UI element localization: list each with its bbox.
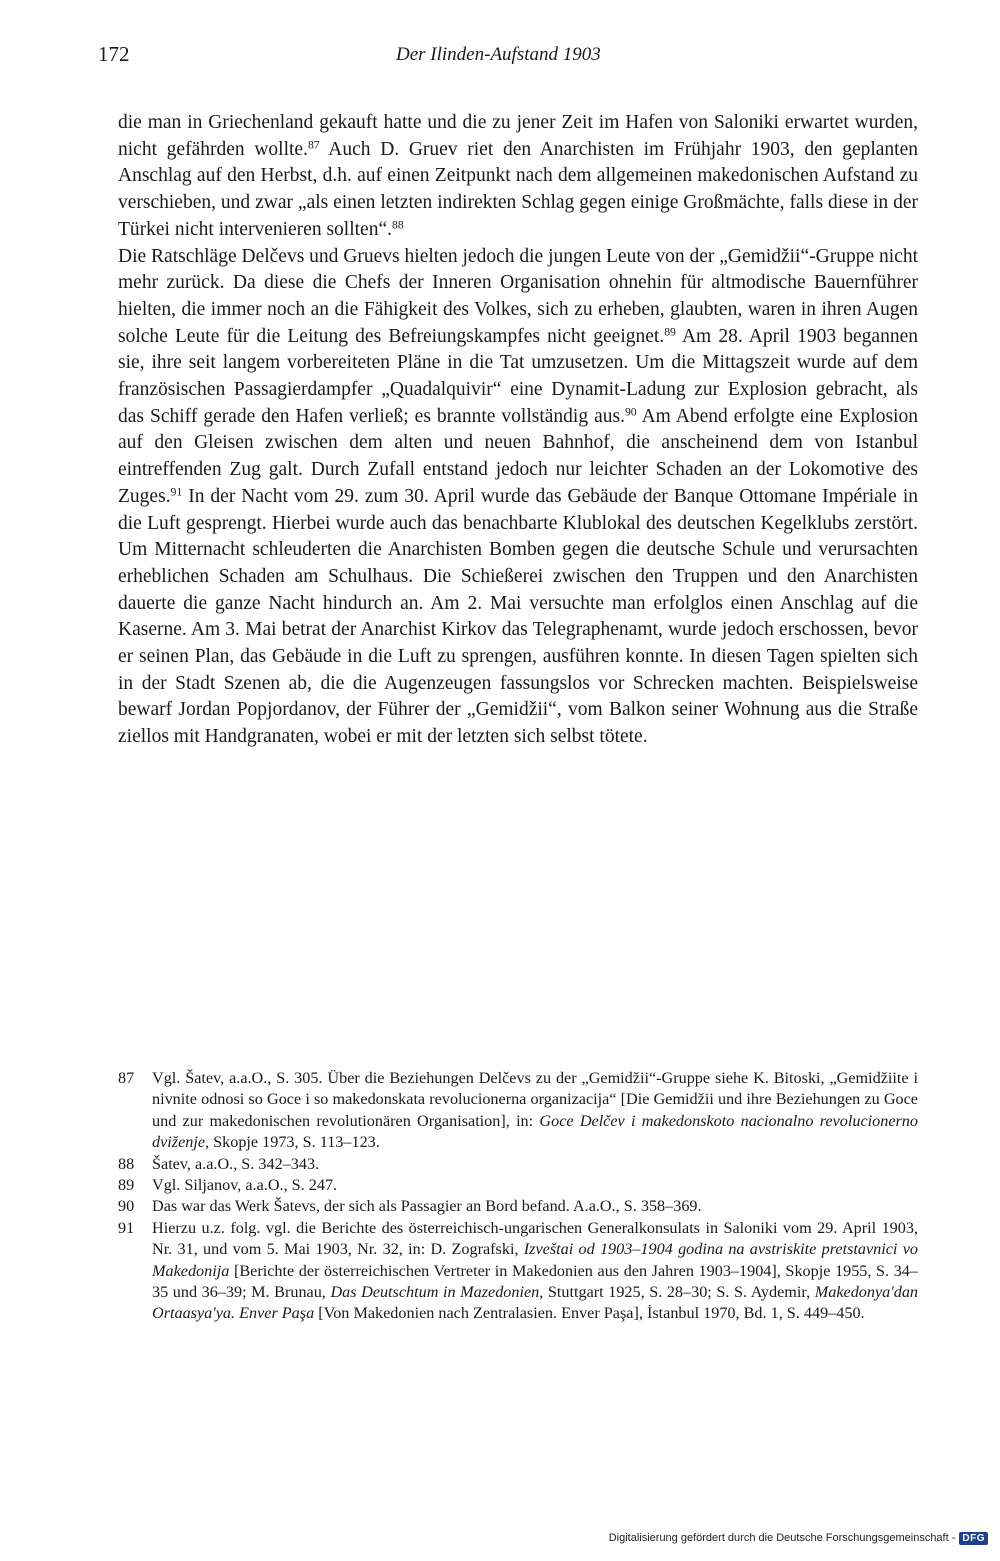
italic-title: Goce Delčev i makedonskoto nacionalno revolucionerno dviženje [152, 1111, 918, 1152]
footnote-text [152, 1069, 918, 1151]
footnote-number: 90 [118, 1197, 135, 1216]
text-run: Vgl. Šatev, a.a.O., S. 305. Über die Beziehungen Delčevs zu der „Gemidžii“-Gruppe siehe K. Bitoski, „Gemidžiite i nivnite odnosi so Goce i so makedonskata revolucionerna organizacija“ [Die Gemidžii und ihre Beziehungen zu Goce und zur makedonischen revolutionären Organisation], in: [152, 1069, 918, 1130]
footnote-text [152, 1176, 337, 1194]
page-number: 172 [98, 42, 130, 66]
text-run: In der Nacht vom 29. zum 30. April wurde das Gebäude der Banque Ottomane Impériale in die Luft gesprengt. Hierbei wurde auch das benachbarte Klublokal des deutschen Kegelklubs zerstört. Um Mitternacht schleuderten die Anarchisten Bomben gegen die deutsche Schule und verursachten erheblichen Schaden am Schulhaus. Die Schießerei zwischen den Truppen und den Anarchisten dauerte die ganze Nacht hindurch an. Am 2. Mai versuchte man erfolglos einen Anschlag auf die Kaserne. Am 3. Mai betrat der Anarchist Kirkov das Telegraphenamt, wurde jedoch erschossen, bevor er seinen Plan, das Gebäude in die Luft zu sprengen, ausführen konnte. In diesen Tagen spielten sich in der Stadt Szenen ab, die die Augenzeugen fassungslos vor Schrecken machten. Beispielsweise bewarf Jordan Popjordanov, der Führer der „Gemidžii“, vom Balkon seiner Wohnung aus die Straße ziellos mit Handgranaten, wobei er mit der letzten sich selbst tötete. [118, 485, 918, 748]
page-header [98, 42, 920, 72]
text-run: [Von Makedonien nach Zentralasien. Enver Paşa], İstanbul 1970, Bd. 1, S. 449–450. [314, 1304, 865, 1323]
text-run: Hierzu u.z. folg. vgl. die Berichte des österreichisch-ungarischen Generalkonsulats in Saloniki vom 29. April 1903, Nr. 31, und vom 5. Mai 1903, Nr. 32, in: D. Zografski, [152, 1218, 918, 1259]
text-run: Vgl. Siljanov, a.a.O., S. 247. [152, 1176, 338, 1195]
text-run: , Stuttgart 1925, S. 28–30; S. S. Aydemir, [539, 1283, 815, 1302]
footnote-ref: 91 [170, 485, 183, 499]
italic-title: Makedonya'dan Ortaasya'ya. Enver Paşa [152, 1283, 919, 1323]
body-text [118, 110, 918, 751]
footnote-text [152, 1219, 918, 1323]
footnote-ref: 90 [624, 405, 637, 419]
footnote-text [152, 1197, 702, 1215]
text-run: Am 28. April 1903 begannen sie, ihre seit langem vorbereiteten Pläne in die Tat umzusetzen. Um die Mittagszeit wurde auf dem französischen Passagierdampfer „Quadalquivir“ eine Dynamit-Ladung zur Explosion gebracht, als das Schiff gerade den Hafen verließ; es brannte vollständig aus. [118, 325, 918, 427]
text-run: Am Abend erfolgte eine Explosion auf den Gleisen zwischen dem alten und neuen Bahnhof, die anscheinend dem von Istanbul eintreffenden Zug galt. Durch Zufall entstand jedoch nur leichter Schaden an der Lokomotive des Zuges. [118, 405, 918, 507]
footnote [118, 1196, 918, 1217]
text-run: die man in Griechenland gekauft hatte und die zu jener Zeit im Hafen von Saloniki erwartet wurden, nicht gefährden wollte. [118, 112, 918, 160]
paragraph [118, 110, 918, 244]
credit-text: Digitalisierung gefördert durch die Deutsche Forschungsgemeinschaft - [608, 1532, 956, 1544]
footnote [118, 1175, 918, 1196]
footnote [118, 1068, 918, 1154]
text-run: Die Ratschläge Delčevs und Gruevs hielten jedoch die jungen Leute von der „Gemidžii“-Gruppe nicht mehr zurück. Da diese die Chefs der Inneren Organisation ohnehin für altmodische Bauernführer hielten, die immer noch an die Fähigkeit des Volkes, sich zu erheben, glaubten, waren in ihren Augen solche Leute für die Leitung des Befreiungskampfes nicht geeignet. [118, 245, 918, 347]
text-run: Auch D. Gruev riet den Anarchisten im Frühjahr 1903, den geplanten Anschlag auf den Herbst, d.h. auf einen Zeitpunkt nach dem allgemeinen makedonischen Aufstand zu verschieben, und zwar „als einen letzten indirekten Schlag gegen einige Großmächte, falls diese in der Türkei nicht intervenieren sollten“. [118, 138, 918, 240]
paragraph [118, 244, 918, 751]
italic-title: Das Deutschtum in Mazedonien [330, 1283, 540, 1302]
footnote [118, 1154, 918, 1175]
running-title: Der Ilinden-Aufstand 1903 [396, 44, 601, 65]
text-run: [Berichte der österreichischen Vertreter in Makedonien aus den Jahren 1903–1904], Skopje 1955, S. 34–35 und 36–39; M. Brunau, [152, 1261, 918, 1302]
text-run: Das war das Werk Šatevs, der sich als Passagier an Bord befand. A.a.O., S. 358–369. [152, 1197, 702, 1216]
footnote-number: 91 [118, 1218, 135, 1237]
footnote [118, 1218, 918, 1325]
dfg-logo: DFG [959, 1532, 988, 1545]
footnote-number: 88 [118, 1154, 135, 1173]
text-run: , Skopje 1973, S. 113–123. [205, 1133, 380, 1152]
digitization-credit [609, 1529, 988, 1547]
text-run: Šatev, a.a.O., S. 342–343. [152, 1154, 320, 1173]
footnote-ref: 88 [391, 218, 404, 232]
footnote-ref: 89 [664, 325, 676, 339]
footnote-ref: 87 [307, 138, 320, 152]
footnote-number: 87 [118, 1069, 135, 1087]
footnote-number: 89 [118, 1176, 135, 1195]
footnotes [118, 1068, 918, 1325]
italic-title: Izveštai od 1903–1904 godina na avstriskite pretstavnici vo Makedonija [152, 1240, 918, 1280]
footnote-text [152, 1155, 319, 1173]
